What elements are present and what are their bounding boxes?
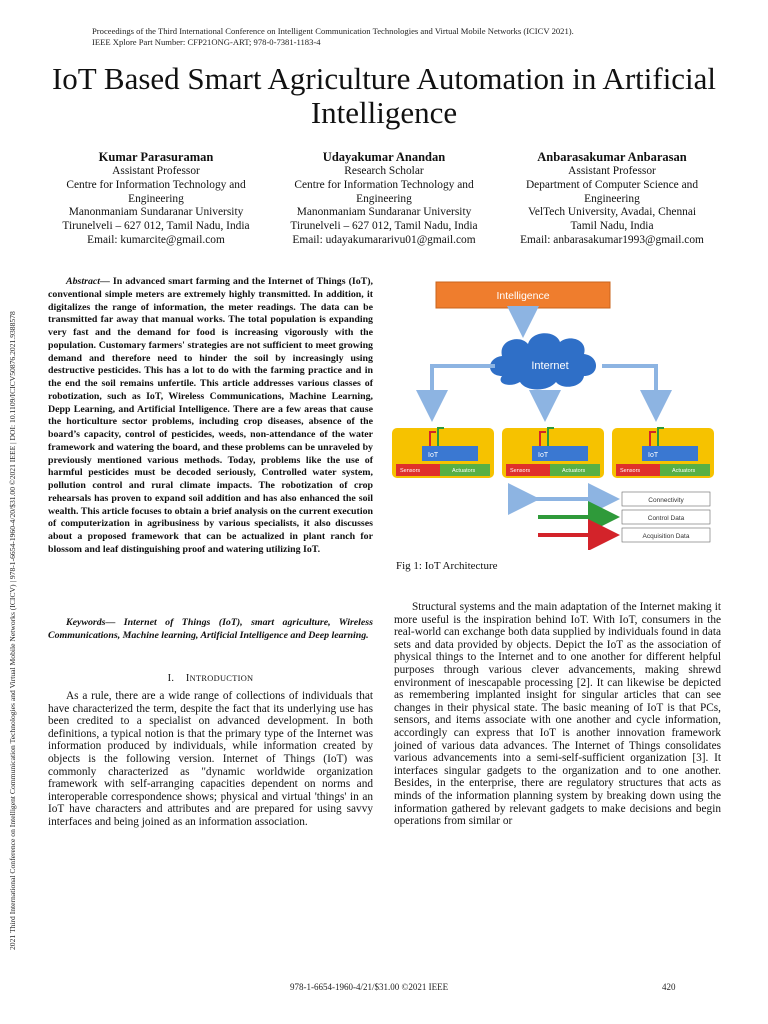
author-dept: Centre for Information Technology and — [66, 178, 246, 191]
author-email: Email: kumarcite@gmail.com — [87, 233, 225, 246]
figure-caption: Fig 1: IoT Architecture — [396, 560, 498, 572]
section-title-rest: NTRODUCTION — [189, 674, 254, 683]
paper-title — [20, 62, 748, 130]
author-city: Tirunelveli – 627 012, Tamil Nadu, India — [290, 220, 478, 233]
section-number: I. — [167, 673, 175, 684]
legend-acquisition-label: Acquisition Data — [642, 533, 690, 540]
author-2 — [268, 150, 500, 248]
abstract — [48, 276, 373, 557]
title-line-2: Intelligence — [310, 95, 458, 130]
footer-isbn: 978-1-6654-1960-4/21/$31.00 ©2021 IEEE — [290, 982, 449, 992]
legend-connectivity-label: Connectivity — [648, 497, 684, 504]
keywords — [48, 617, 373, 643]
author-dept-cont: Engineering — [128, 192, 184, 205]
iot-architecture-figure — [390, 278, 730, 550]
iot-node-3 — [612, 428, 714, 478]
author-1 — [40, 150, 272, 248]
iot-label: IoT — [538, 452, 549, 459]
author-name: Udayakumar Anandan — [322, 150, 446, 164]
author-email: Email: udayakumararivu01@gmail.com — [292, 233, 476, 246]
intelligence-label: Intelligence — [496, 290, 550, 302]
author-dept-cont: Engineering — [356, 192, 412, 205]
author-role: Assistant Professor — [568, 165, 656, 177]
abstract-text: In advanced smart farming and the Internet of Things (IoT), conventional simple meters are extremely highly transmitted. In addition, it digitalizes the range of information, the meter readings. The data can be transmitted far away that manual works. The total population is expanding very fast and the demand for food is increasing vigorously with the population. Customary farmers' strategies are not sufficient to meet growing demand and therefore need to hinder the soil by increasingly using destructive pesticides. This has a lot to do with the farming practice and in the end the soil remains unfertile. This article addresses various classes of robotization, such as IoT, Wireless Communications, Machine Learning, Depp Learning, and Artificial Intelligence. There are a few areas that cause the horticulture sector problems, including crop diseases, absence of the board’s capacity, control of pesticides, weeds, non-attendance of the water framework and watering the board, and these problems can be unraveled by previously mentioned various methods. Today, problems like the use of harmful pesticides must be decoded seriously, Controlled water system, pollution control and rural climate impacts. The robotization of crop rehearsals has proven to expand soil addition and has also enhanced the soil wealth. This article focuses to obtain a brief analysis on the current execution of computerization in agribusiness by various specialists, it also discusses about a proposed framework that can be actualized in plant ranch for blossom and leaf distinguishing proof and watering utilizing IoT. — [48, 276, 373, 555]
figure-legend — [532, 492, 710, 542]
side-doi-reference: 2021 Third International Conference on Intelligent Communication Technologies and Virtual Mobile Networks (ICICV) | 978-1-6654-1960-4/20/$31.00 ©2021 IEEE | DOI: 10.1109/ICICV50876.2021.9388578 — [8, 311, 17, 950]
author-dept: Centre for Information Technology and — [294, 178, 474, 191]
section-initial: I — [185, 673, 190, 684]
proceedings-header: Proceedings of the Third International Conference on Intelligent Communication Technologies and Virtual Mobile Networks (ICICV 2021). — [92, 26, 574, 36]
page-number: 420 — [662, 982, 676, 992]
iot-node-2 — [502, 428, 604, 478]
author-university: Manonmaniam Sundaranar University — [296, 206, 472, 219]
author-name: Kumar Parasuraman — [98, 150, 214, 164]
abstract-label: Abstract— — [66, 276, 110, 287]
author-email: Email: anbarasakumar1993@gmail.com — [520, 233, 704, 246]
iot-label: IoT — [428, 452, 439, 459]
legend-control-label: Control Data — [647, 515, 685, 522]
section-heading-introduction — [48, 673, 373, 684]
ieee-part-number: IEEE Xplore Part Number: CFP21ONG-ART; 978-0-7381-1183-4 — [92, 37, 321, 47]
author-city: Tirunelveli – 627 012, Tamil Nadu, India — [62, 220, 250, 233]
author-dept: Department of Computer Science and — [525, 178, 699, 191]
author-university: VelTech University, Avadai, Chennai — [527, 206, 697, 219]
author-3 — [496, 150, 728, 248]
right-column-paragraph — [394, 601, 721, 828]
title-line-1: IoT Based Smart Agriculture Automation in Artificial — [51, 61, 717, 96]
connectivity-link-right — [602, 366, 656, 414]
sensors-label: Sensors — [400, 468, 421, 474]
author-dept-cont: Engineering — [584, 192, 640, 205]
author-university: Manonmaniam Sundaranar University — [68, 206, 244, 219]
actuators-label: Actuators — [672, 468, 696, 474]
author-city: Tamil Nadu, India — [570, 220, 654, 233]
actuators-label: Actuators — [562, 468, 586, 474]
sensors-label: Sensors — [510, 468, 531, 474]
actuators-label: Actuators — [452, 468, 476, 474]
iot-label: IoT — [648, 452, 659, 459]
author-name: Anbarasakumar Anbarasan — [537, 150, 687, 164]
author-role: Research Scholar — [344, 165, 424, 177]
iot-node-1 — [392, 428, 494, 478]
introduction-paragraph — [48, 690, 373, 829]
connectivity-link-left — [432, 366, 495, 414]
sensors-label: Sensors — [620, 468, 641, 474]
keywords-text: Keywords— Internet of Things (IoT), smart agriculture, Wireless Communications, Machine learning, Artificial Intelligence and Deep learning. — [48, 617, 373, 641]
author-role: Assistant Professor — [112, 165, 200, 177]
internet-label: Internet — [531, 360, 569, 372]
intro-text: As a rule, there are a wide range of collections of individuals that have characterized the term, despite the fact that its underlying use has been credited to a specialist on advanced development. In both definitions, a typical notion is that the primary type of the Internet was information produced by individuals, while information created by objects is the following version. Internet of Things (IoT) was commonly characterized as "dynamic worldwide organization framework with self-arranging capacities dependent on norms and interoperable correspondence shows; physical and virtual 'things' in an IoT have characters and attributes and are prepared for using savvy interfaces and being joined as an information association. — [48, 690, 373, 828]
right-column-text: Structural systems and the main adaptation of the Internet making it more useful is the inspiration behind IoT. With IoT, consumers in the real-world can exchange both data supplied by individuals found in data sets and data provided by objects. Depict the IoT as the association of physical things to the Internet and to one another for different helpful purposes through various clever advancements, making shrewd environment of inescapable processing [2]. It can likewise be depicted as remembering implanted insight for singular articles that can see changes in their physical state. The basic meaning of IoT is that PCs, sensors, and items associate with one another and cycle information, accordingly can express that IoT is another innovation framework joined of various data advances. The Internet of Things consolidates various advancements into a semi-self-sufficient organization [3]. It interfaces singular gadgets to the organization and to one another. Besides, in the enterprise, there are regulatory structures that acts as minds of the information planning system by breaking down using the information gathered by relevant gadgets to make decisions and begin operations from similar or — [394, 601, 721, 828]
